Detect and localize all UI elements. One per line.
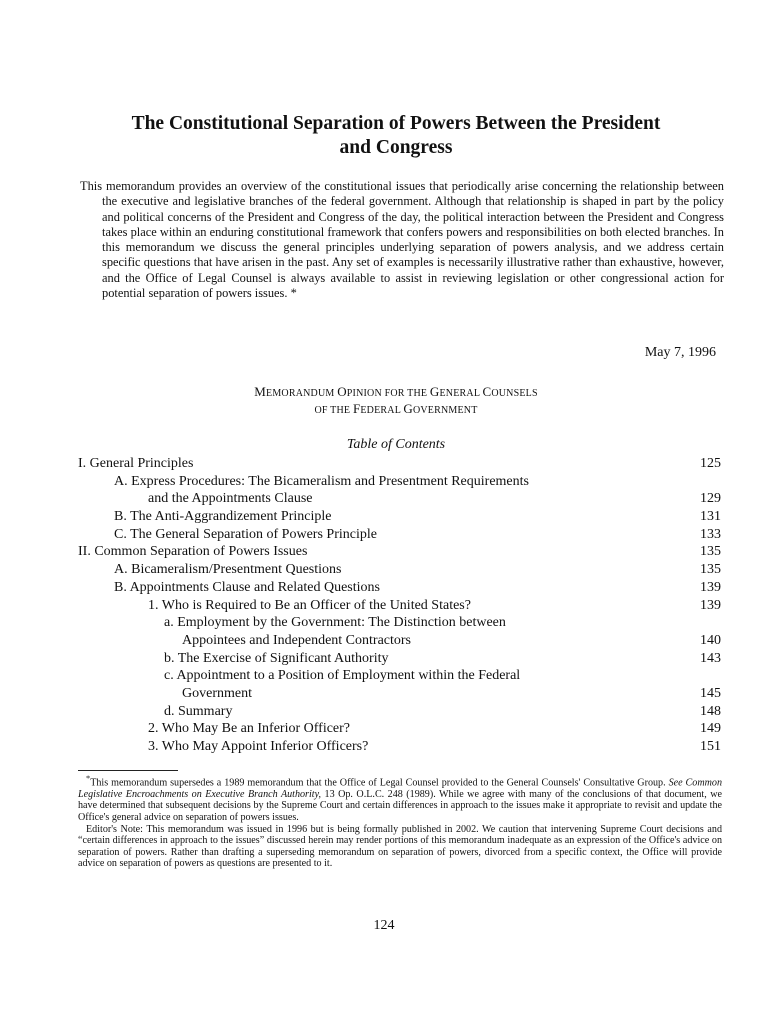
toc-entry (78, 614, 721, 632)
toc-entry (78, 561, 721, 579)
heading-segment: PINION FOR THE (346, 388, 430, 399)
footnote-mark: * (86, 774, 91, 783)
abstract-text: This memorandum provides an overview of the constitutional issues that periodically arise concerning the relationship between the executive and legislative branches of the federal government. Although that relationship is shaped in part by the policy and political concerns of the President and Congress of the day, the political interaction between the President and Congress takes place within an enduring constitutional framework that confers powers and responsibilities on both elected branches. In this memorandum we discuss the general principles underlying separation of powers analysis, and we address certain specific questions that have arisen in the past. Any set of examples is necessarily illustrative rather than exhaustive, however, and the Office of Legal Counsel is always available to assist in reviewing legislation or other congressional action for potential separation of powers issues. * (80, 179, 724, 301)
toc-entry-page: 151 (700, 739, 721, 754)
heading-segment: F (352, 401, 361, 416)
toc-entry-text: A. Bicameralism/Presentment Questions (114, 562, 342, 578)
toc-entry-text: d. Summary (164, 703, 233, 719)
toc-entry-text: 1. Who is Required to Be an Officer of the United States? (148, 597, 471, 613)
heading-segment: OVERNMENT (412, 405, 478, 416)
heading-segment: EMORANDUM (266, 388, 338, 399)
heading-segment: G (403, 401, 413, 416)
toc-entry (78, 526, 721, 544)
toc-entry-text: a. Employment by the Government: The Distinction between (164, 615, 506, 631)
toc-entry (78, 720, 721, 738)
toc-entry-text: and the Appointments Clause (148, 491, 313, 507)
toc-entry-page: 139 (700, 579, 721, 595)
toc-entry-text: C. The General Separation of Powers Principle (114, 526, 377, 542)
toc-title: Table of Contents (346, 437, 446, 452)
toc-entry-page: 149 (700, 721, 721, 737)
heading-segment: EDERAL (360, 405, 404, 416)
toc-entry-text: Appointees and Independent Contractors (182, 632, 411, 648)
memo-heading-line-1 (60, 384, 732, 400)
toc-entry-text: 2. Who May Be an Inferior Officer? (148, 721, 351, 737)
abstract (80, 179, 724, 301)
heading-segment: G (429, 384, 440, 399)
toc-entry-page: 129 (700, 491, 721, 507)
toc-entry-page: 148 (700, 703, 721, 719)
toc-entry-text: 3. Who May Appoint Inferior Officers? (148, 739, 369, 754)
toc-entry (78, 632, 721, 650)
table-of-contents (78, 455, 721, 756)
toc-entry-page: 140 (700, 632, 721, 648)
memo-date: May 7, 1996 (644, 345, 716, 360)
document-title (60, 112, 732, 160)
toc-entry (78, 667, 721, 685)
heading-segment: ENERAL (439, 388, 483, 399)
toc-entry-text: b. The Exercise of Significant Authority (164, 650, 389, 666)
toc-entry (78, 650, 721, 668)
heading-segment: OUNSELS (491, 388, 538, 399)
toc-entry (78, 579, 721, 597)
toc-entry-text: A. Express Procedures: The Bicameralism and Presentment Requirements (114, 473, 529, 489)
footnote-1-text-a: This memorandum supersedes a 1989 memorandum that the Office of Legal Counsel provided to the General Counsels' Consultative Group. (90, 777, 669, 789)
footnote-rule (78, 770, 178, 771)
toc-entry-text: c. Appointment to a Position of Employment within the Federal (164, 668, 521, 684)
page-number: 124 (373, 918, 395, 933)
footnote-1-text-b: 13 Op. O.L.C. 248 (1989). While we agree with many of the conclusions of that document, we have determined that subsequent decisions by the Supreme Court and certain differences in approach to the issues make it appropriate to revisit and update the Office's general advice on separation of powers issues. (78, 788, 722, 823)
title-line-2: and Congress (339, 137, 453, 158)
heading-segment: O (337, 384, 347, 399)
toc-entry-page: 135 (700, 544, 721, 560)
toc-entry-text: B. The Anti-Aggrandizement Principle (114, 509, 332, 525)
toc-entry-page: 125 (700, 456, 721, 471)
footnotes (78, 773, 722, 871)
toc-entry-page: 139 (700, 597, 721, 613)
toc-entry-page: 143 (700, 650, 721, 666)
heading-segment: OF THE (314, 405, 353, 416)
heading-segment: C (482, 384, 492, 399)
footnote-2: Editor's Note: This memorandum was issued in 1996 but is being formally published in 2002. We caution that intervening Supreme Court decisions and “certain differences in approach to the issues” discussed herein may render portions of this memorandum inadequate as an expression of the Office's advice on separation of powers. Rather than drafting a superseding memorandum on separation of powers, divorced from a specific context, the Office will provide advice on separation of powers as questions are presented to it. (78, 823, 722, 870)
toc-entry (78, 597, 721, 615)
heading-segment: M (254, 384, 267, 399)
toc-entry (78, 473, 721, 491)
toc-entry-text: Government (182, 685, 252, 701)
toc-entry (78, 490, 721, 508)
toc-entry (78, 738, 721, 756)
toc-entry-page: 131 (700, 509, 721, 525)
memo-heading-line-2 (60, 401, 732, 417)
toc-entry-text: I. General Principles (78, 456, 194, 471)
toc-entry (78, 455, 721, 473)
toc-entry-text: II. Common Separation of Powers Issues (78, 544, 308, 560)
toc-entry-page: 145 (700, 685, 721, 701)
toc-entry-text: B. Appointments Clause and Related Questions (114, 579, 380, 595)
title-line-1: The Constitutional Separation of Powers Between the President (131, 113, 661, 134)
footnote-1 (78, 773, 722, 823)
toc-entry (78, 703, 721, 721)
toc-entry (78, 543, 721, 561)
toc-entry-page: 135 (700, 562, 721, 578)
toc-entry (78, 508, 721, 526)
footnote-1-citation: See Common Legislative Encroachments on Executive Branch Authority, (78, 777, 722, 800)
toc-entry (78, 685, 721, 703)
toc-entry-page: 133 (700, 526, 721, 542)
